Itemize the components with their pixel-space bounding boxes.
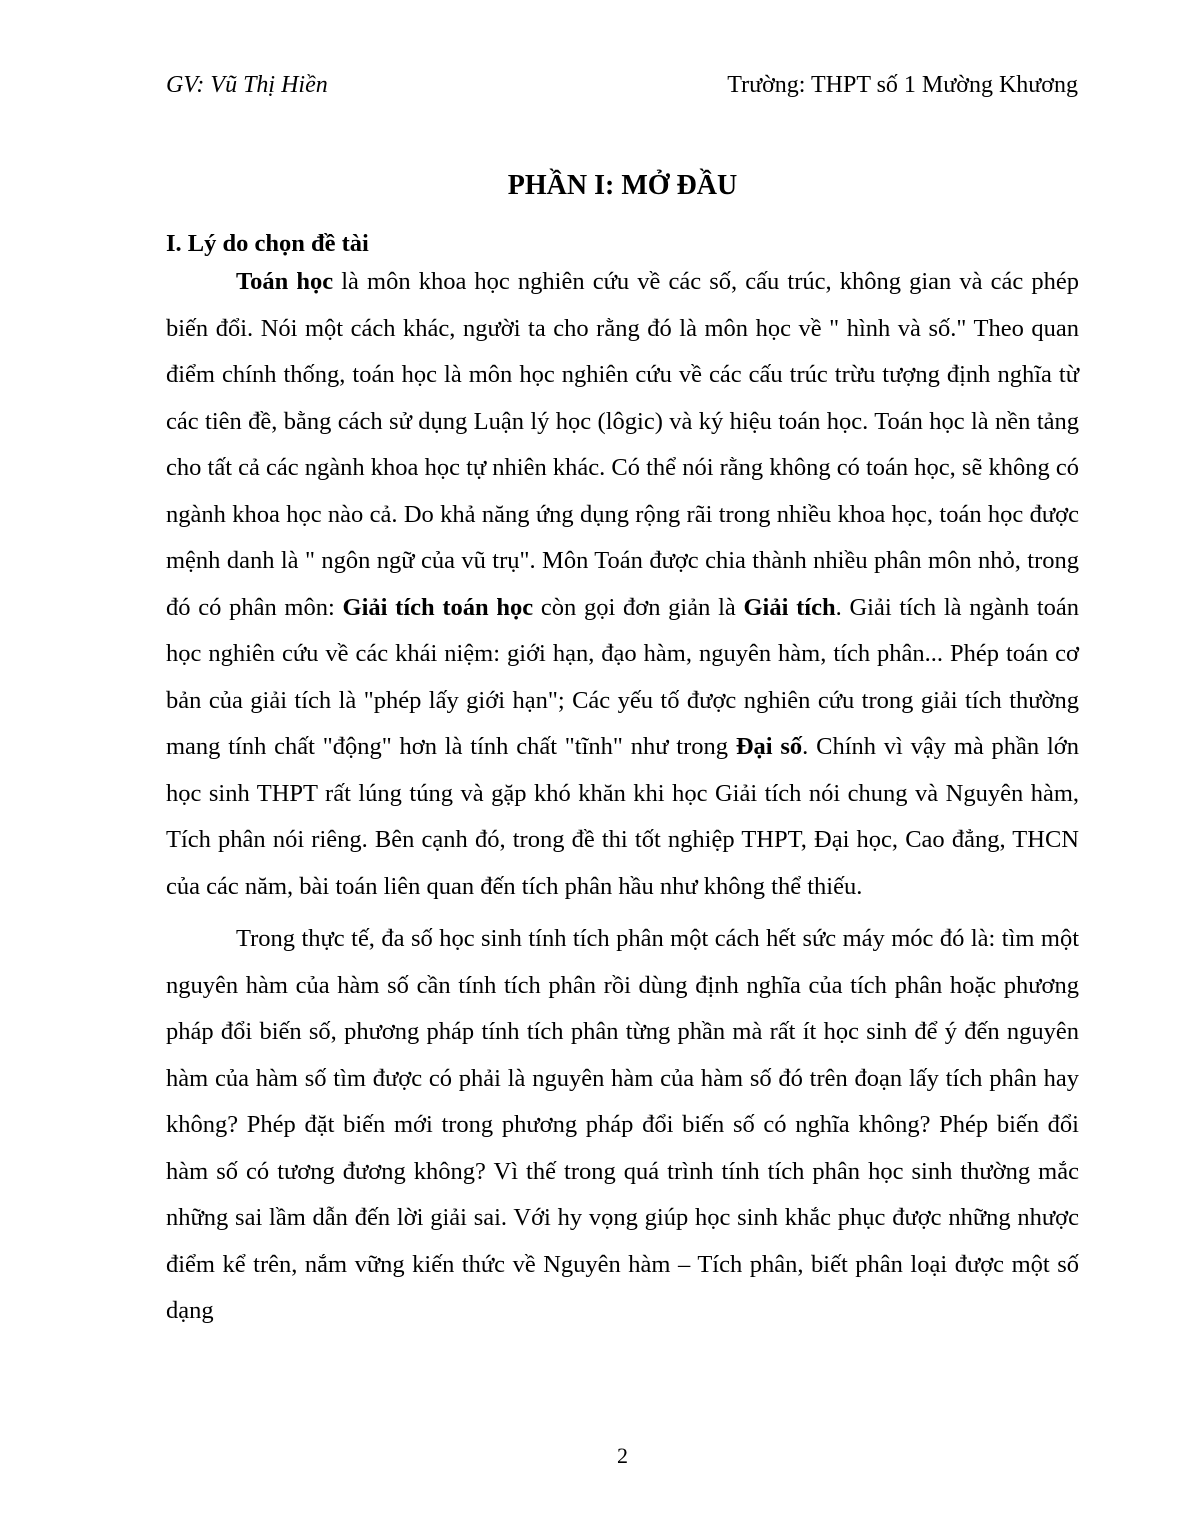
paragraph-1-text-d: . Chính vì vậy mà phần lớn học sinh THPT rất lúng túng và gặp khó khăn khi học Giải tích nói chung và Nguyên hàm, Tích phân nói riêng. Bên cạnh đó, trong đề thi tốt nghiệp THPT, Đại học, Cao đẳng, THCN của các năm, bài toán liên quan đến tích phân hầu như không thể thiếu. <box>166 733 1079 900</box>
term-math: Toán học <box>236 268 334 295</box>
part-title: PHẦN I: MỞ ĐẦU <box>507 170 738 201</box>
paragraph-1-text-a: là môn khoa học nghiên cứu về các số, cấu trúc, không gian và các phép biến đổi. Nói một cách khác, người ta cho rằng đó là môn học về " hình và số." Theo quan điểm chính thống, toán học là môn học nghiên cứu về các cấu trúc trừu tượng định nghĩa từ các tiên đề, bằng cách sử dụng Luận lý học (lôgic) và ký hiệu toán học. Toán học là nền tảng cho tất cả các ngành khoa học tự nhiên khác. Có thể nói rằng không có toán học, sẽ không có ngành khoa học nào cả. Do khả năng ứng dụng rộng rãi trong nhiều khoa học, toán học được mệnh danh là " ngôn ngữ của vũ trụ". Môn Toán được chia thành nhiều phân môn nhỏ, trong đó có phân môn: <box>166 268 1079 621</box>
body-text <box>166 259 1079 1335</box>
page-number: 2 <box>617 1443 628 1468</box>
school-name: Trường: THPT số 1 Mường Khương <box>727 72 1078 98</box>
paragraph-1 <box>166 259 1079 910</box>
teacher-name: GV: Vũ Thị Hiền <box>166 72 328 98</box>
paragraph-2: Trong thực tế, đa số học sinh tính tích phân một cách hết sức máy móc đó là: tìm một nguyên hàm của hàm số cần tính tích phân rồi dùng định nghĩa của tích phân hoặc phương pháp đổi biến số, phương pháp tính tích phân từng phần mà rất ít học sinh để ý đến nguyên hàm của hàm số tìm được có phải là nguyên hàm của hàm số đó trên đoạn lấy tích phân hay không? Phép đặt biến mới trong phương pháp đổi biến số có nghĩa không? Phép biến đổi hàm số có tương đương không? Vì thế trong quá trình tính tích phân học sinh thường mắc những sai lầm dẫn đến lời giải sai. Với hy vọng giúp học sinh khắc phục được những nhược điểm kể trên, nắm vững kiến thức về Nguyên hàm – Tích phân, biết phân loại được một số dạng <box>166 925 1079 1324</box>
term-analysis-full: Giải tích toán học <box>342 593 534 621</box>
term-algebra: Đại số <box>735 733 803 760</box>
term-analysis: Giải tích <box>743 593 836 621</box>
page-header <box>166 72 1078 104</box>
section-heading: I. Lý do chọn đề tài <box>166 230 369 257</box>
paragraph-1-text-b: còn gọi đơn giản là <box>533 593 744 621</box>
paragraph-1-text-c: . Giải tích là ngành toán học nghiên cứu về các khái niệm: giới hạn, đạo hàm, nguyên hàm, tích phân... Phép toán cơ bản của giải tích là "phép lấy giới hạn"; Các yếu tố được nghiên cứu trong giải tích thường mang tính chất "động" hơn là tính chất "tĩnh" như trong <box>166 593 1080 760</box>
